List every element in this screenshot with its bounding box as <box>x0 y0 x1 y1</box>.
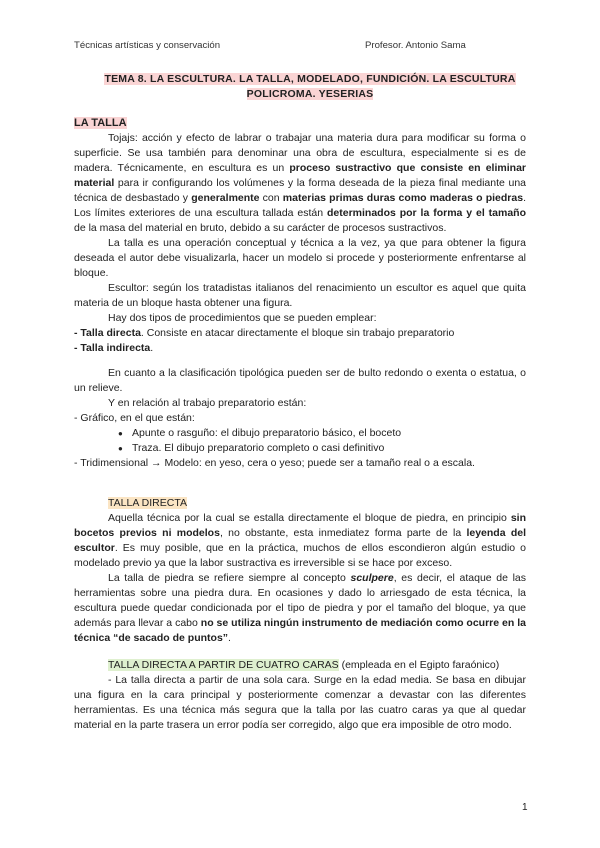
section-heading-text: LA TALLA <box>74 117 127 129</box>
body-block-2 <box>74 496 526 646</box>
bullet-sketch: ● Apunte o rasguño: el dibujo preparatorio básico, el boceto <box>74 426 526 441</box>
list-item-direct: - Talla directa. Consiste en atacar directamente el bloque sin trabajo preparatorio <box>74 327 455 339</box>
bullet-trace: ● Traza. El dibujo preparatorio completo o casi definitivo <box>74 441 526 456</box>
header-professor: Profesor. Antonio Sama <box>365 40 466 51</box>
paragraph-sculpere: La talla de piedra se refiere siempre al concepto sculpere, es decir, el ataque de las herramientas sobre una piedra dura. En ocasiones y dado lo arriesgado de esta técnica, la escultura puede quedar condicionada por el tipo de piedra y por el tamaño del bloque, ya que además para llevar a cabo no se utiliza ningún instrumento de mediación como ocurre en la técnica “de sacado de puntos”. <box>74 572 526 644</box>
title-text: TEMA 8. LA ESCULTURA. LA TALLA, MODELADO, FUNDICIÓN. LA ESCULTURA POLICROMA. YESERIAS <box>104 73 516 100</box>
page-number: 1 <box>522 802 528 813</box>
section-heading-la-talla <box>74 116 127 131</box>
paragraph-types: Hay dos tipos de procedimientos que se pueden emplear: <box>108 312 377 324</box>
section-heading-text: TALLA DIRECTA <box>108 497 187 509</box>
header-course: Técnicas artísticas y conservación <box>74 40 221 51</box>
section-heading-talla-directa <box>74 496 526 511</box>
page-title <box>100 72 520 102</box>
paragraph-preparatory: Y en relación al trabajo preparatorio están: <box>108 397 307 409</box>
list-item-three-dimensional: - Tridimensional → Modelo: en yeso, cera o yeso; puede ser a tamaño real o a escala. <box>74 457 475 469</box>
section-heading-cuatro-caras: TALLA DIRECTA A PARTIR DE CUATRO CARAS (empleada en el Egipto faraónico) <box>108 659 500 671</box>
paragraph-definition: Tojajs: acción y efecto de labrar o trabajar una materia dura para modificar su forma o superficie. Se usa también para denominar una obra de escultura, especialmente si es de madera. Técnicamente, en escultura es un proceso sustractivo que consiste en eliminar material para ir configurando los volúmenes y la forma deseada de la pieza final mediante una técnica de desbastado y generalmente con materias primas duras como maderas o piedras. Los límites exteriores de una escultura tallada están determinados por la forma y el tamaño de la masa del material en bruto, debido a su carácter de procesos sustractivos. <box>74 132 526 234</box>
body-block-3 <box>74 658 526 733</box>
paragraph-classification: En cuanto a la clasificación tipológica pueden ser de bulto redondo o exenta o estatua, o un relieve. <box>74 367 526 394</box>
paragraph-direct-technique: Aquella técnica por la cual se estalla directamente el bloque de piedra, en principio sin bocetos previos ni modelos, no obstante, esta inmediatez forma parte de la leyenda del escultor. Es muy posible, que en la práctica, muchos de ellos escondieron algún estudio o modelado previo ya que la labor sustractiva es irreversible si se hace por exceso. <box>74 512 526 569</box>
list-item-indirect: - Talla indirecta. <box>74 342 154 354</box>
list-item-graphic: - Gráfico, en el que están: <box>74 412 195 424</box>
paragraph-concept: La talla es una operación conceptual y técnica a la vez, ya que para obtener la figura deseada el autor debe visualizarla, hacer un modelo si procede y posteriormente enfrentarse al bloque. <box>74 237 526 279</box>
paragraph-single-face: - La talla directa a partir de una sola cara. Surge en la edad media. Se basa en dibujar una figura en la cara principal y posteriormente comenzar a devastar con las diferentes herramientas. Es una técnica más segura que la talla por las cuatro caras ya que al quedar material en la parte trasera un error podía ser corregido, algo que era imposible de otro modo. <box>74 674 526 731</box>
paragraph-sculptor: Escultor: según los tratadistas italianos del renacimiento un escultor es aquel que quita materia de un bloque hasta obtener una figura. <box>74 282 526 309</box>
body-block-1 <box>74 131 526 471</box>
